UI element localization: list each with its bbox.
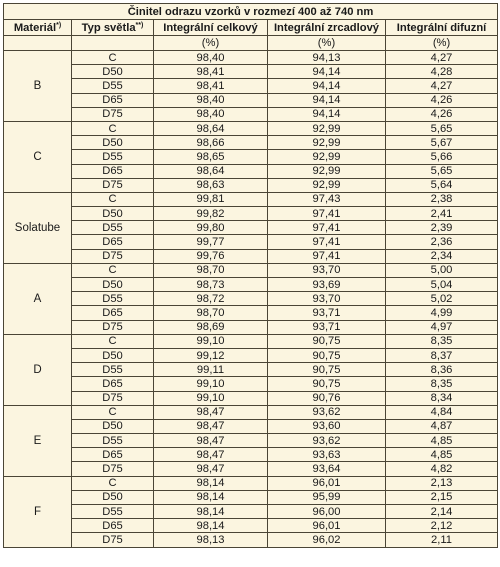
integral-specular-cell: 90,75 [268, 334, 386, 348]
integral-specular-cell: 97,41 [268, 235, 386, 249]
integral-diffuse-cell: 8,35 [386, 334, 498, 348]
integral-diffuse-cell: 8,34 [386, 391, 498, 405]
unit-row [4, 36, 498, 51]
table-row [4, 434, 498, 448]
integral-specular-cell: 97,43 [268, 192, 386, 206]
table-row [4, 533, 498, 547]
header-material [4, 20, 72, 36]
material-cell: A [4, 263, 72, 334]
light-type-cell: D50 [72, 419, 154, 433]
table-row [4, 221, 498, 235]
integral-specular-cell: 90,76 [268, 391, 386, 405]
integral-specular-cell: 92,99 [268, 150, 386, 164]
table-row [4, 79, 498, 93]
integral-total-cell: 98,14 [154, 519, 268, 533]
integral-total-cell: 98,47 [154, 448, 268, 462]
integral-diffuse-cell: 4,85 [386, 434, 498, 448]
integral-specular-cell: 96,01 [268, 519, 386, 533]
table-title: Činitel odrazu vzorků v rozmezí 400 až 740 nm [4, 4, 498, 20]
integral-specular-cell: 94,14 [268, 79, 386, 93]
table-row [4, 419, 498, 433]
light-type-cell: C [72, 476, 154, 490]
integral-diffuse-cell: 5,65 [386, 164, 498, 178]
table-row [4, 235, 498, 249]
reflectance-table [3, 3, 498, 548]
integral-diffuse-cell: 5,66 [386, 150, 498, 164]
material-cell: B [4, 51, 72, 122]
integral-total-cell: 98,63 [154, 178, 268, 192]
integral-diffuse-cell: 5,64 [386, 178, 498, 192]
integral-diffuse-cell: 4,28 [386, 65, 498, 79]
integral-diffuse-cell: 2,15 [386, 490, 498, 504]
integral-specular-cell: 96,01 [268, 476, 386, 490]
integral-total-cell: 99,82 [154, 207, 268, 221]
integral-specular-cell: 94,13 [268, 51, 386, 65]
integral-specular-cell: 90,75 [268, 377, 386, 391]
integral-total-cell: 98,40 [154, 51, 268, 65]
light-type-cell: D65 [72, 519, 154, 533]
table-row [4, 278, 498, 292]
integral-total-cell: 98,47 [154, 405, 268, 419]
integral-diffuse-cell: 4,85 [386, 448, 498, 462]
integral-diffuse-cell: 2,11 [386, 533, 498, 547]
integral-total-cell: 98,70 [154, 263, 268, 277]
integral-specular-cell: 93,71 [268, 320, 386, 334]
light-type-cell: D65 [72, 164, 154, 178]
header-light-type [72, 20, 154, 36]
integral-diffuse-cell: 4,84 [386, 405, 498, 419]
table-row [4, 348, 498, 362]
integral-specular-cell: 96,02 [268, 533, 386, 547]
integral-specular-cell: 97,41 [268, 207, 386, 221]
header-light-label: Typ světla [81, 21, 136, 34]
integral-specular-cell: 93,69 [268, 278, 386, 292]
integral-diffuse-cell: 4,27 [386, 51, 498, 65]
integral-diffuse-cell: 4,87 [386, 419, 498, 433]
light-type-cell: C [72, 192, 154, 206]
light-type-cell: D65 [72, 306, 154, 320]
integral-diffuse-cell: 2,39 [386, 221, 498, 235]
integral-specular-cell: 97,41 [268, 221, 386, 235]
table-row [4, 207, 498, 221]
integral-total-cell: 98,64 [154, 164, 268, 178]
integral-specular-cell: 93,71 [268, 306, 386, 320]
integral-total-cell: 98,64 [154, 121, 268, 135]
integral-specular-cell: 92,99 [268, 164, 386, 178]
light-type-cell: D55 [72, 505, 154, 519]
integral-total-cell: 98,65 [154, 150, 268, 164]
integral-diffuse-cell: 4,97 [386, 320, 498, 334]
integral-total-cell: 98,70 [154, 306, 268, 320]
integral-specular-cell: 90,75 [268, 348, 386, 362]
integral-specular-cell: 94,14 [268, 107, 386, 121]
table-row [4, 51, 498, 65]
light-type-cell: D75 [72, 320, 154, 334]
integral-diffuse-cell: 5,04 [386, 278, 498, 292]
light-type-cell: D55 [72, 221, 154, 235]
light-type-cell: D75 [72, 107, 154, 121]
table-row [4, 292, 498, 306]
light-type-cell: D50 [72, 490, 154, 504]
material-cell: D [4, 334, 72, 405]
header-integral-diffuse: Integrální difuzní [386, 20, 498, 36]
integral-diffuse-cell: 5,02 [386, 292, 498, 306]
integral-specular-cell: 92,99 [268, 178, 386, 192]
integral-total-cell: 98,66 [154, 136, 268, 150]
integral-total-cell: 99,81 [154, 192, 268, 206]
header-material-label: Materiál [13, 21, 57, 34]
integral-diffuse-cell: 4,26 [386, 93, 498, 107]
table-row [4, 65, 498, 79]
integral-total-cell: 98,13 [154, 533, 268, 547]
table-row [4, 377, 498, 391]
unit-total: (%) [154, 36, 268, 51]
integral-total-cell: 98,40 [154, 93, 268, 107]
integral-diffuse-cell: 5,65 [386, 121, 498, 135]
table-row [4, 519, 498, 533]
integral-diffuse-cell: 8,36 [386, 363, 498, 377]
header-light-footnote: **) [135, 21, 144, 29]
integral-diffuse-cell: 8,35 [386, 377, 498, 391]
light-type-cell: C [72, 334, 154, 348]
material-cell: F [4, 476, 72, 547]
light-type-cell: C [72, 51, 154, 65]
integral-specular-cell: 93,60 [268, 419, 386, 433]
integral-total-cell: 98,47 [154, 462, 268, 476]
header-integral-specular: Integrální zrcadlový [268, 20, 386, 36]
light-type-cell: D75 [72, 533, 154, 547]
table-title-row [4, 4, 498, 20]
material-cell: E [4, 405, 72, 476]
integral-total-cell: 98,72 [154, 292, 268, 306]
table-row [4, 107, 498, 121]
header-integral-total: Integrální celkový [154, 20, 268, 36]
table-row [4, 93, 498, 107]
table-row [4, 476, 498, 490]
table-row [4, 136, 498, 150]
integral-specular-cell: 90,75 [268, 363, 386, 377]
light-type-cell: D65 [72, 235, 154, 249]
header-material-footnote: *) [56, 21, 62, 29]
integral-total-cell: 99,12 [154, 348, 268, 362]
light-type-cell: D50 [72, 348, 154, 362]
integral-specular-cell: 93,63 [268, 448, 386, 462]
light-type-cell: C [72, 121, 154, 135]
integral-diffuse-cell: 5,67 [386, 136, 498, 150]
integral-specular-cell: 92,99 [268, 136, 386, 150]
integral-total-cell: 99,10 [154, 377, 268, 391]
unit-diffuse: (%) [386, 36, 498, 51]
integral-specular-cell: 96,00 [268, 505, 386, 519]
light-type-cell: D50 [72, 278, 154, 292]
integral-diffuse-cell: 2,34 [386, 249, 498, 263]
light-type-cell: D75 [72, 391, 154, 405]
light-type-cell: D55 [72, 292, 154, 306]
integral-total-cell: 98,69 [154, 320, 268, 334]
unit-empty-light [72, 36, 154, 51]
integral-specular-cell: 93,70 [268, 292, 386, 306]
integral-total-cell: 99,10 [154, 391, 268, 405]
integral-specular-cell: 92,99 [268, 121, 386, 135]
material-cell: C [4, 121, 72, 192]
integral-diffuse-cell: 2,12 [386, 519, 498, 533]
table-row [4, 320, 498, 334]
integral-specular-cell: 94,14 [268, 93, 386, 107]
integral-specular-cell: 93,62 [268, 434, 386, 448]
light-type-cell: C [72, 263, 154, 277]
integral-diffuse-cell: 2,38 [386, 192, 498, 206]
light-type-cell: D55 [72, 363, 154, 377]
table-row [4, 505, 498, 519]
integral-total-cell: 98,40 [154, 107, 268, 121]
table-row [4, 192, 498, 206]
integral-total-cell: 98,47 [154, 419, 268, 433]
integral-specular-cell: 94,14 [268, 65, 386, 79]
integral-diffuse-cell: 2,36 [386, 235, 498, 249]
light-type-cell: D50 [72, 65, 154, 79]
material-cell: Solatube [4, 192, 72, 263]
integral-diffuse-cell: 4,99 [386, 306, 498, 320]
table-body [4, 51, 498, 548]
table-row [4, 164, 498, 178]
integral-total-cell: 99,10 [154, 334, 268, 348]
reflectance-table-container [3, 3, 497, 563]
table-row [4, 334, 498, 348]
integral-total-cell: 98,14 [154, 476, 268, 490]
light-type-cell: D65 [72, 377, 154, 391]
light-type-cell: D55 [72, 79, 154, 93]
light-type-cell: D55 [72, 150, 154, 164]
light-type-cell: D50 [72, 207, 154, 221]
integral-diffuse-cell: 4,82 [386, 462, 498, 476]
integral-total-cell: 99,80 [154, 221, 268, 235]
integral-specular-cell: 93,62 [268, 405, 386, 419]
integral-specular-cell: 95,99 [268, 490, 386, 504]
integral-diffuse-cell: 4,26 [386, 107, 498, 121]
table-row [4, 462, 498, 476]
integral-total-cell: 98,47 [154, 434, 268, 448]
table-row [4, 306, 498, 320]
integral-total-cell: 98,41 [154, 65, 268, 79]
light-type-cell: D55 [72, 434, 154, 448]
integral-diffuse-cell: 2,41 [386, 207, 498, 221]
integral-total-cell: 98,41 [154, 79, 268, 93]
table-row [4, 263, 498, 277]
table-row [4, 405, 498, 419]
light-type-cell: D50 [72, 136, 154, 150]
light-type-cell: D75 [72, 178, 154, 192]
light-type-cell: D65 [72, 93, 154, 107]
light-type-cell: C [72, 405, 154, 419]
integral-total-cell: 99,11 [154, 363, 268, 377]
unit-empty-material [4, 36, 72, 51]
integral-specular-cell: 97,41 [268, 249, 386, 263]
integral-specular-cell: 93,64 [268, 462, 386, 476]
integral-specular-cell: 93,70 [268, 263, 386, 277]
integral-total-cell: 98,14 [154, 490, 268, 504]
integral-total-cell: 99,77 [154, 235, 268, 249]
table-row [4, 391, 498, 405]
integral-total-cell: 98,73 [154, 278, 268, 292]
table-row [4, 121, 498, 135]
integral-diffuse-cell: 2,14 [386, 505, 498, 519]
table-row [4, 150, 498, 164]
light-type-cell: D75 [72, 462, 154, 476]
light-type-cell: D75 [72, 249, 154, 263]
table-row [4, 178, 498, 192]
light-type-cell: D65 [72, 448, 154, 462]
table-row [4, 448, 498, 462]
integral-diffuse-cell: 5,00 [386, 263, 498, 277]
integral-total-cell: 99,76 [154, 249, 268, 263]
column-header-row [4, 20, 498, 36]
table-row [4, 249, 498, 263]
table-row [4, 490, 498, 504]
table-row [4, 363, 498, 377]
integral-diffuse-cell: 2,13 [386, 476, 498, 490]
integral-diffuse-cell: 4,27 [386, 79, 498, 93]
unit-specular: (%) [268, 36, 386, 51]
integral-diffuse-cell: 8,37 [386, 348, 498, 362]
integral-total-cell: 98,14 [154, 505, 268, 519]
